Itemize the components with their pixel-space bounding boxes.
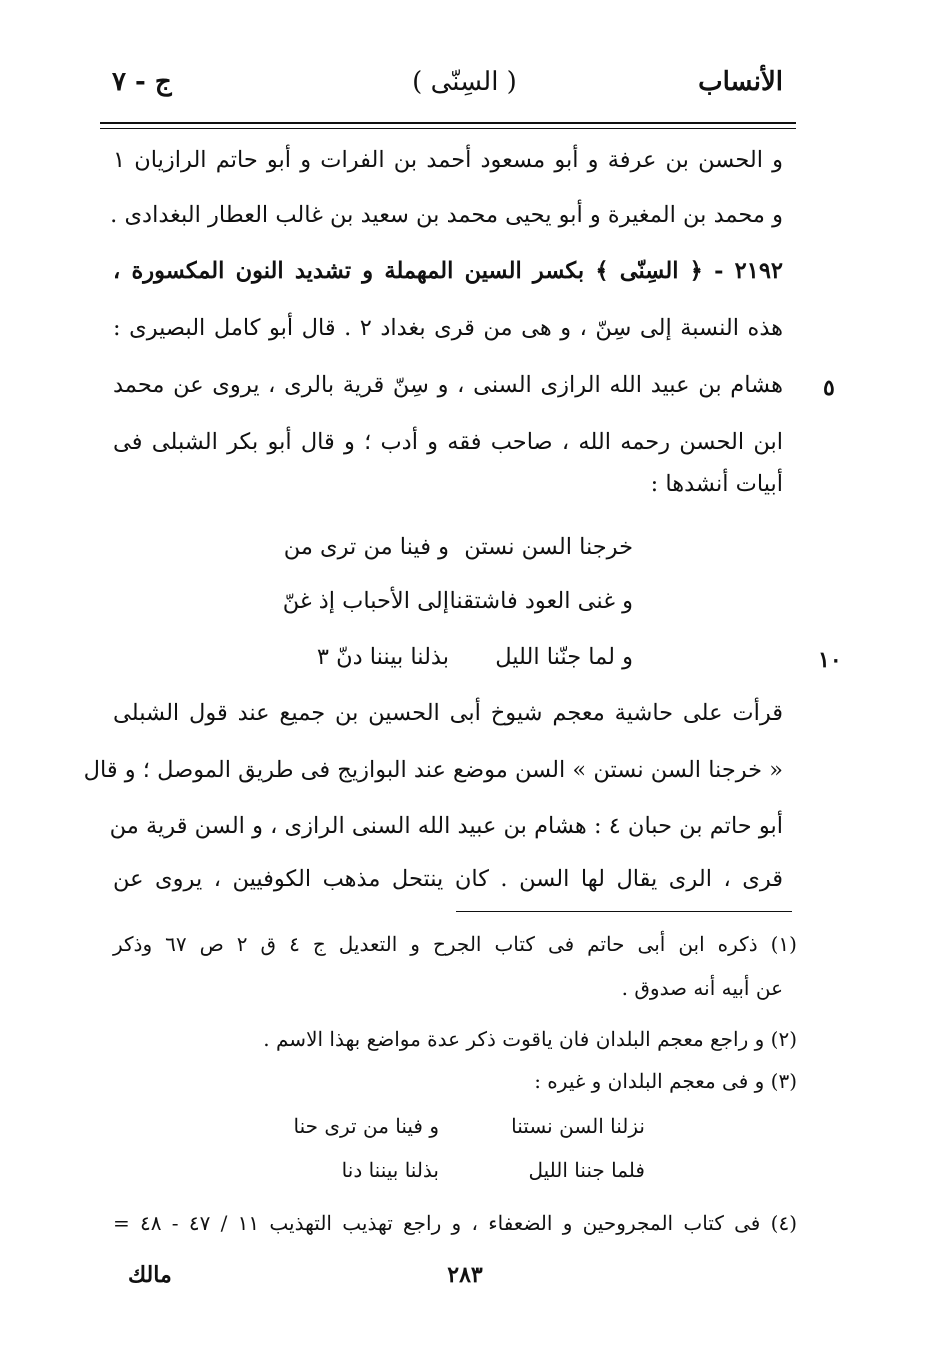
footnote-verse-2-first: فلما جننا الليل xyxy=(528,1158,645,1182)
body-line-7: أبيات أنشدها : xyxy=(650,471,783,497)
running-head-book: الأنساب xyxy=(698,67,783,97)
verse-2-first: و غنى العود فاشتقنا xyxy=(449,588,633,614)
footnote-3: (٣) و فى معجم البلدان و غيره : xyxy=(534,1069,797,1093)
body-line-1: و الحسن بن عرفة و أبو مسعود أحمد بن الفرات و أبو حاتم الرازيان ١ xyxy=(113,147,783,173)
body-line-11: قرأت على حاشية معجم شيوخ أبى الحسين بن جميع عند قول الشبلى xyxy=(113,700,783,726)
body-line-12: « خرجنا السن نستن » السن موضع عند البوازيج فى طريق الموصل ؛ و قال xyxy=(83,757,783,783)
body-line-14: قرى ، الرى يقال لها السن . كان ينتحل مذهب الكوفيين ، يروى عن xyxy=(113,866,783,892)
verse-1-second: و فينا من ترى من xyxy=(283,534,449,560)
line-number-10: ١٠ xyxy=(818,647,842,673)
line-number-5: ٥ xyxy=(823,375,835,401)
body-line-13: أبو حاتم بن حبان ٤ : هشام بن عبيد الله السنى الرازى ، و السن قرية من xyxy=(109,813,783,839)
body-line-6: ابن الحسن رحمه الله ، صاحب فقه و أدب ؛ و قال أبو بكر الشبلى فى xyxy=(113,429,783,455)
footnote-rule xyxy=(456,911,792,912)
footnote-verse-1-second: و فينا من ترى حنا xyxy=(293,1114,439,1138)
entry-heading-line: ٢١٩٢ - ﴿ السِنّى ﴾ بكسر السين المهملة و تشديد النون المكسورة ، xyxy=(113,258,783,284)
catchword: مالك xyxy=(128,1262,172,1288)
body-line-2: و محمد بن المغيرة و أبو يحيى محمد بن سعيد بن غالب العطار البغدادى . xyxy=(110,202,783,228)
header-rule-thick xyxy=(100,122,796,124)
body-line-4: هذه النسبة إلى سِنّ ، و هى من قرى بغداد ٢ . قال أبو كامل البصيرى : xyxy=(113,315,784,341)
footnote-verse-1-first: نزلنا السن نستنا xyxy=(511,1114,645,1138)
footnote-verse-2-second: بذلنا بيننا دنا xyxy=(341,1158,439,1182)
header-rule-thin xyxy=(100,128,796,129)
page-number: ٢٨٣ xyxy=(447,1262,483,1288)
verse-3-first: و لما جنّنا الليل xyxy=(495,644,633,670)
footnote-1-line-2: عن أبيه أنه صدوق . xyxy=(621,976,783,1000)
footnote-2: (٢) و راجع معجم البلدان فان ياقوت ذكر عدة مواضع بهذا الاسم . xyxy=(263,1027,797,1051)
verse-1-first: خرجنا السن نستن xyxy=(464,534,633,560)
running-head-volume: ج - ٧ xyxy=(112,67,172,97)
verse-3-second: بذلنا بيننا دنّ ٣ xyxy=(316,644,449,670)
body-line-5: هشام بن عبيد الله الرازى السنى ، و سِنّ قرية بالرى ، يروى عن محمد xyxy=(113,372,783,398)
footnote-4: (٤) فى كتاب المجروحين و الضعفاء ، و راجع تهذيب التهذيب ١١ / ٤٧ - ٤٨ = xyxy=(113,1211,797,1235)
verse-2-second: إلى الأحباب إذ غنّ xyxy=(282,588,449,614)
running-head-entry: ( السِنّى ) xyxy=(412,67,517,97)
footnote-1-line-1: (١) ذكره ابن أبى حاتم فى كتاب الجرح و التعديل ج ٤ ق ٢ ص ٦٧ وذكر xyxy=(113,932,797,956)
